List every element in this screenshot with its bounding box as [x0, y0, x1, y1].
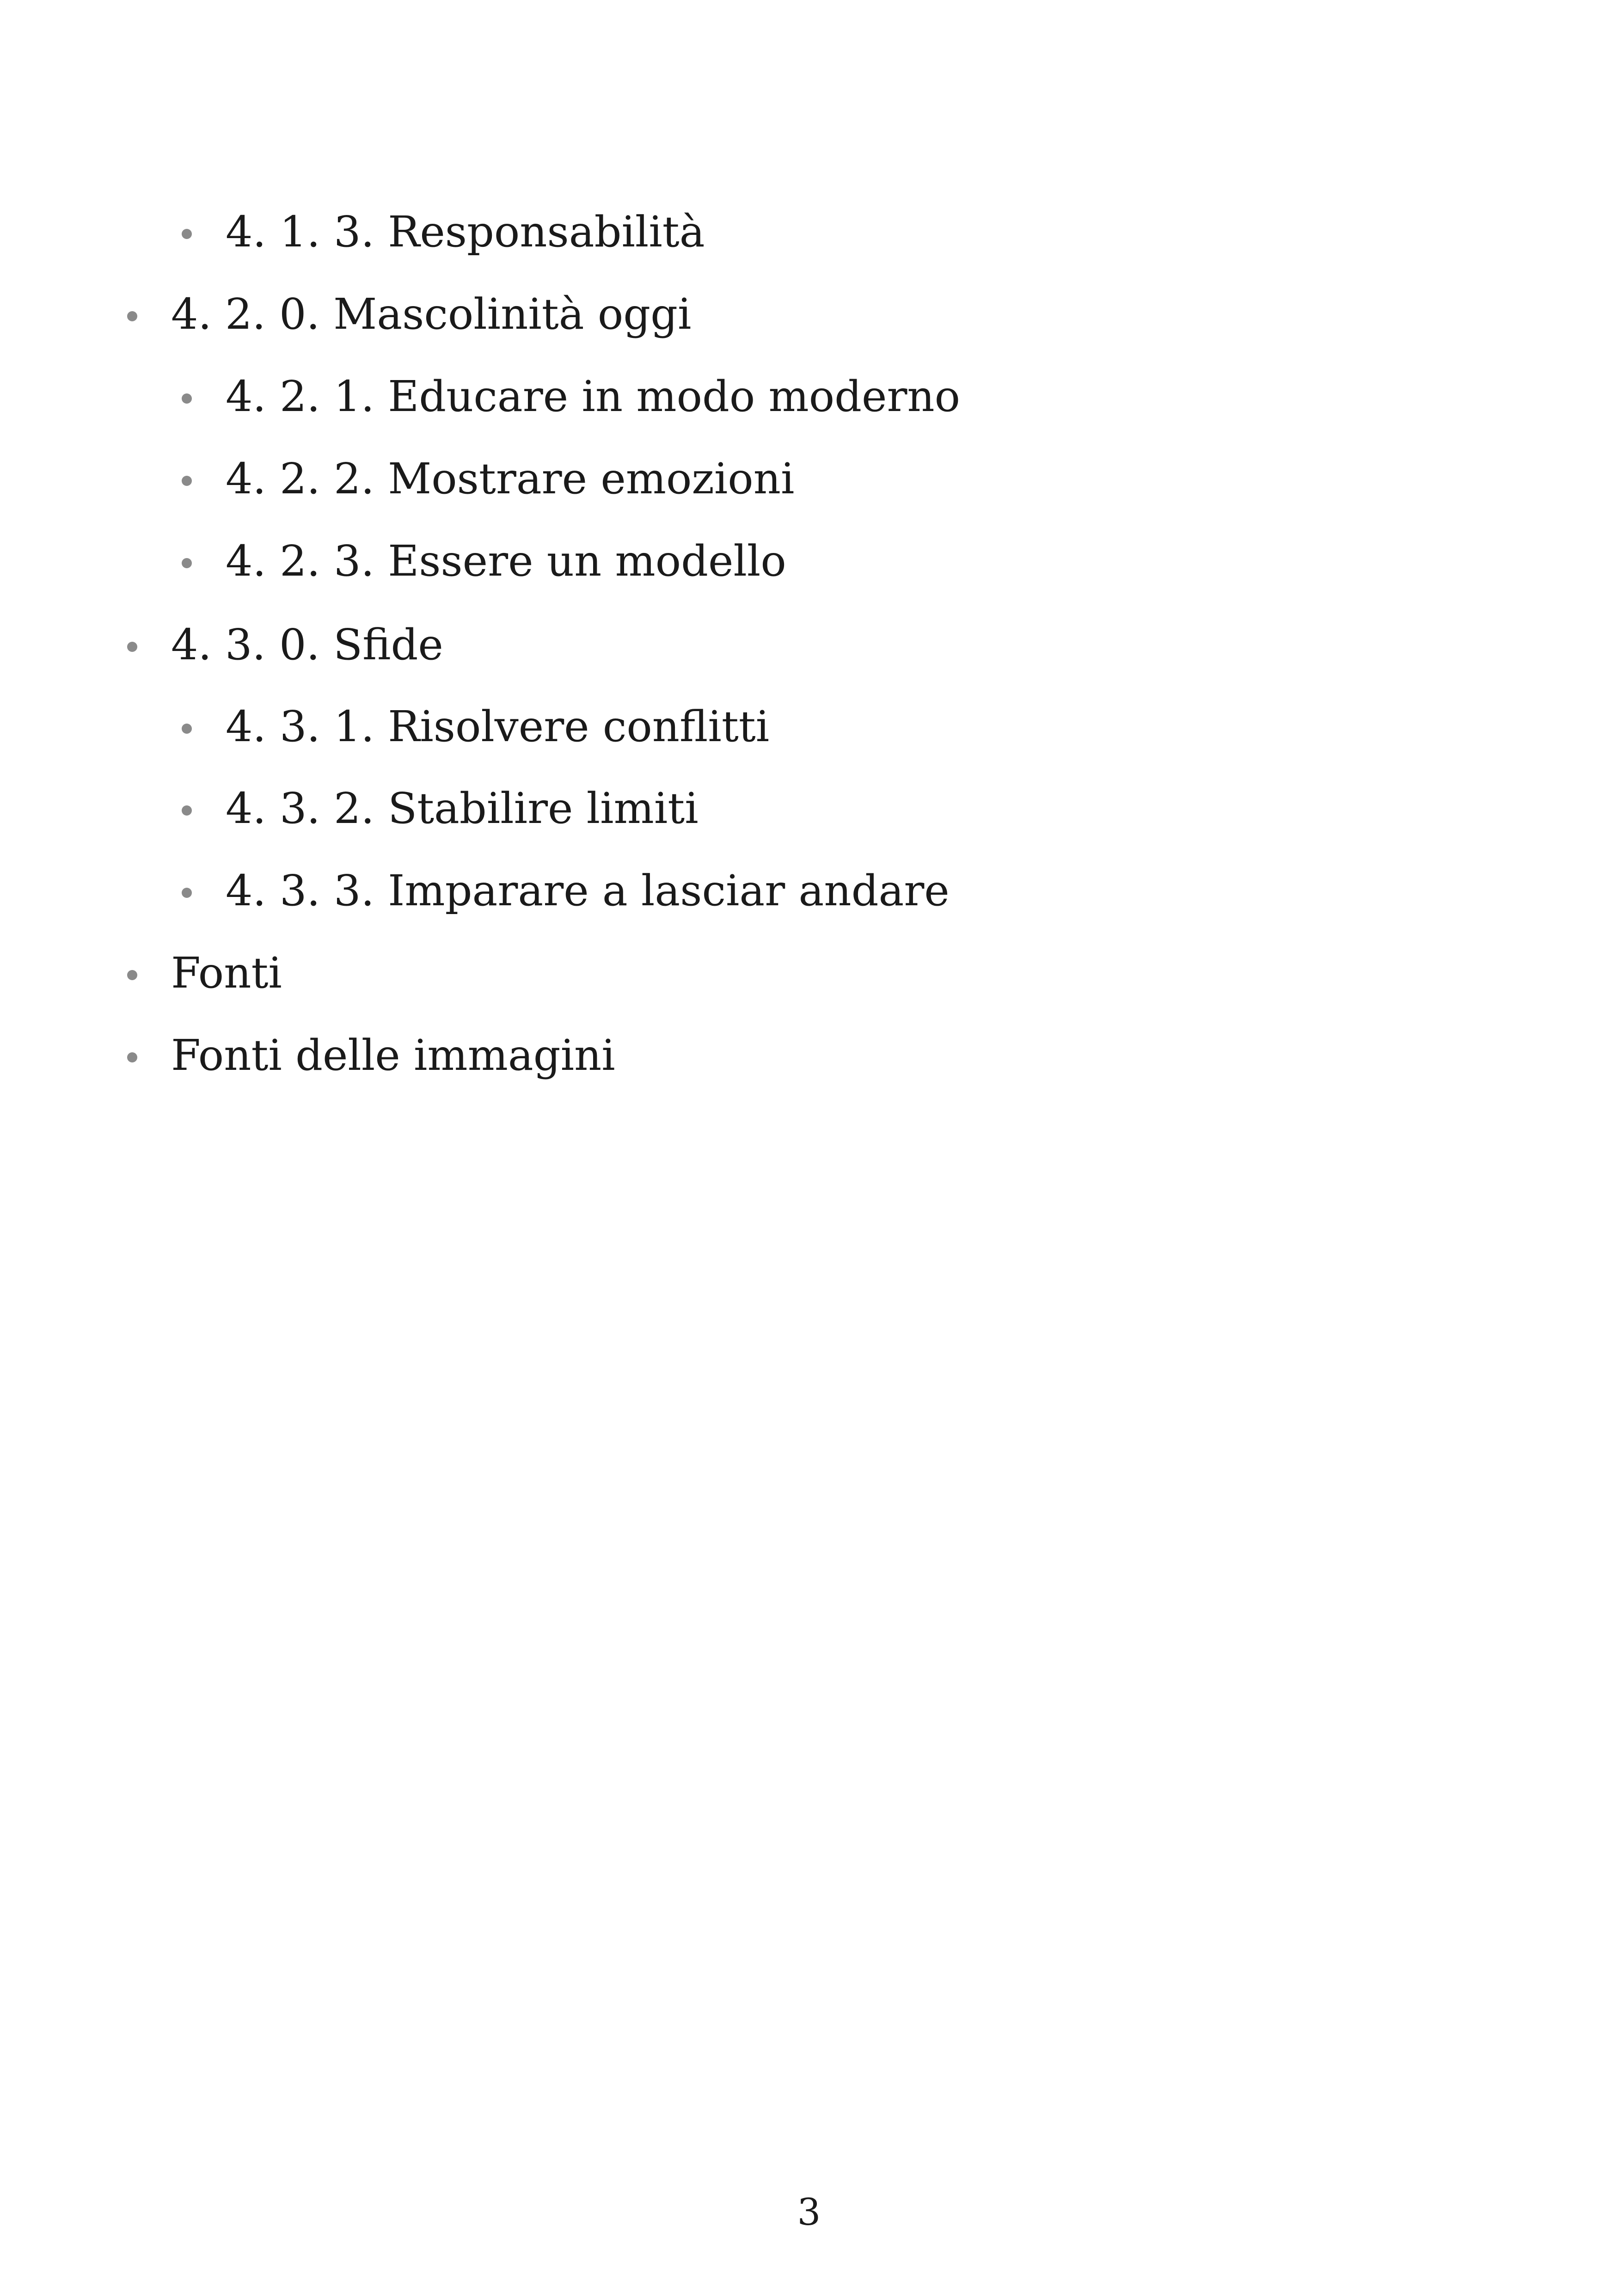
toc-entry — [226, 701, 769, 752]
bullet-icon — [127, 620, 155, 670]
bullet-icon — [127, 289, 155, 340]
toc-entry-label: Fonti delle immagini — [171, 1031, 615, 1080]
toc-entry-label: 4. 3. 2. Stabilire limiti — [226, 784, 699, 833]
toc-entry-label: 4. 2. 3. Essere un modello — [226, 536, 786, 586]
toc-entry-label: 4. 2. 1. Educare in modo moderno — [226, 372, 961, 421]
toc-entry — [226, 866, 950, 916]
toc-entry-label: 4. 2. 2. Mostrare emozioni — [226, 454, 795, 503]
toc-entry-label: 4. 3. 0. Sfide — [171, 620, 443, 669]
toc-entry-label: 4. 3. 3. Imparare a lasciar andare — [226, 866, 950, 915]
bullet-icon — [182, 701, 209, 752]
bullet-icon — [182, 866, 209, 916]
bullet-icon — [182, 454, 209, 504]
toc-entry-label: Fonti — [171, 948, 282, 998]
bullet-icon — [182, 371, 209, 422]
toc-entry — [226, 371, 960, 422]
toc-entry — [171, 289, 691, 340]
toc-entry — [171, 948, 282, 999]
toc-entry — [171, 620, 443, 670]
toc-entry — [226, 454, 794, 504]
toc-entry — [171, 1030, 615, 1081]
bullet-icon — [182, 536, 209, 587]
bullet-icon — [127, 948, 155, 999]
toc-entry-label: 4. 3. 1. Risolvere conflitti — [226, 702, 770, 751]
bullet-icon — [182, 783, 209, 834]
bullet-icon — [127, 1030, 155, 1081]
toc-entry — [226, 783, 699, 834]
toc-entry-label: 4. 2. 0. Mascolinità oggi — [171, 289, 692, 339]
page-number: 3 — [797, 2191, 821, 2234]
toc-entry — [226, 536, 786, 587]
toc-entry — [226, 207, 705, 258]
bullet-icon — [182, 207, 209, 258]
toc-entry-label: 4. 1. 3. Responsabilità — [226, 207, 705, 257]
